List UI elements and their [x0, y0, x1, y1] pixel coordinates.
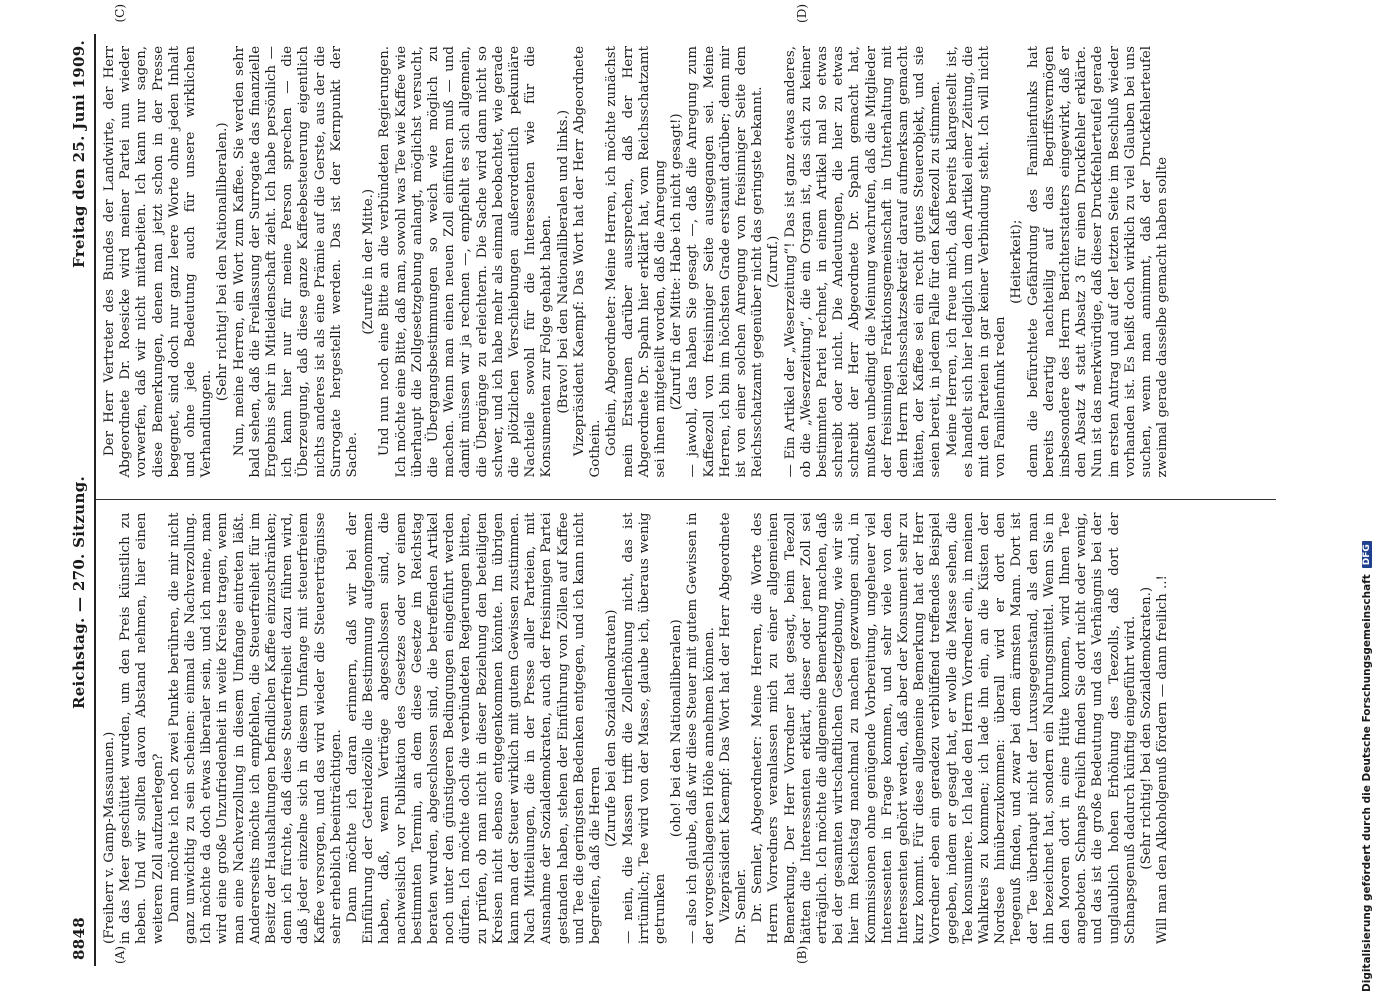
margin-marker-b: (B) [795, 945, 809, 964]
page-header [70, 34, 96, 966]
paragraph: — also ich glaube, daß wir diese Steuer mit gutem Gewissen in der vorgeschlagenen Höhe annehmen können. [685, 512, 717, 944]
page-date: Freitag den 25. Juni 1909. [70, 40, 88, 268]
paragraph: Gothein, Abgeordneter: Meine Herren, ich möchte zunächst mein Erstaunen darüber aussprechen, daß der Herr Abgeordnete Dr. Spahn hier erklärt hat, vom Reichsschatzamt sei ihnen mitgeteilt worden, daß die Anregung [604, 46, 668, 478]
digitization-note [1359, 8, 1375, 992]
paragraph: Dann möchte ich noch zwei Punkte berühren, die mir nicht ganz unwichtig zu sein scheinen: einmal die Nachverzollung. Ich möchte da doch etwas liberaler sein, und ich meine, man wird eine große Unzufriedenheit in weite Kreise tragen, wenn man eine Nachverzollung in diesem Umfange eintreten läßt. Andererseits möchte ich empfehlen, die Steuerfreiheit für im Besitz der Haushaltungen befindlichen Kaffee einzuschränken; denn ich fürchte, daß diese Steuerfreiheit dazu führen wird, daß jeder einzelne sich in diesem Umfange mit steuerfreiem Kaffee versorgen, und das wird wieder die Steuererträgnisse sehr erheblich beeinträchtigen. [166, 512, 344, 944]
paragraph: in das Meer geschüttet wurden, um den Preis künstlich zu heben. Und wir sollten davon Abstand nehmen, hier einen weiteren Zoll aufzuerlegen? [118, 512, 166, 944]
interjection: (Zuruf in der Mitte: Habe ich nicht gesagt!) [669, 113, 685, 411]
interjection: (Zurufe bei den Sozialdemokraten) [604, 609, 620, 847]
margin-marker-d: (D) [795, 4, 809, 23]
paragraph: Dr. Semler, Abgeordneter: Meine Herren, die Worte des Herrn Vorredners veranlassen mich zu einer allgemeinen Bemerkung. Der Herr Vorredner hat gesagt, beim Teezoll hätten die Interessenten erklärt, dieser oder jener Zoll sei erträglich. Ich möchte die allgemeine Bemerkung machen, daß bei der gesamten wirtschaftlichen Gesetzgebung, wie wir sie hier im Reichstag manchmal zu machen gezwungen sind, in Kommissionen ohne genügende Vorbereitung, ungeheuer viel Interessenten in Frage kommen, und sehr viele von den Interessenten gehört werden, daß aber der Konsument sehr zu kurz kommt. Für diese allgemeine Bemerkung hat der Herr Vorredner eben ein geradezu verblüffend treffendes Beispiel gegeben, indem er gesagt hat, er wolle die Masse sehen, die Tee konsumiere. Ich lade den Herrn Vorredner ein, in meinen Wahlkreis zu kommen; ich lade ihn ein, an die Küsten der Nordsee hinüberzukommen: überall wird er dort den Teegenuß finden, und zwar bei dem ärmsten Mann. Dort ist der Tee überhaupt nicht der Luxusgegenstand, als den man ihn bezeichnet hat, sondern ein Nahrungsmittel. Wenn Sie in den Mooren dort in eine Hütte kommen, wird Ihnen Tee angeboten. Schnaps freilich finden Sie dort nicht oder wenig, und das ist die große Bedeutung und das Verhängnis bei der unglaublich hohen Erhöhung des Teezolls, daß dort der Schnapsgenuß dadurch künftig eingeführt wird. [750, 512, 1138, 944]
dfg-logo: DFG [1362, 541, 1372, 568]
paragraph: Will man den Alkoholgenuß fördern — dann freilich ..! [1155, 575, 1171, 944]
paragraph: — Ein Artikel der „Weserzeitung“! Das ist ganz etwas anderes, ob die „Weserzeitung“, die ein Organ ist, das sich zu keiner bestimmten Partei rechnet, in einem Artikel mal so etwas schreibt oder nicht. Die Andeutungen, die hier zu etwas schreibt der Herr Abgeordnete Dr. Spahn gemacht hat, mußten unbedingt die Meinung wachrufen, daß die Mitglieder der freisinnigen Fraktionsgemeinschaft in Unterhaltung mit dem Herrn Reichsschatzsekretär darauf aufmerksam gemacht hätten, der Kaffee sei ein recht gutes Steuerobjekt, und sie seien bereit, in jedem Falle für den Kaffeezoll zu stimmen. [782, 46, 944, 478]
page-number: 8848 [70, 917, 88, 960]
paragraph: Meine Herren, ich freue mich, daß bereits klargestellt ist, es handelt sich hier lediglich um den Artikel einer Zeitung, die mit den Parteien in gar keiner Verbindung steht. Ich will nicht von Familienfunk reden [944, 46, 1009, 478]
paragraph: Vizepräsident Kaempf: Das Wort hat der Herr Abgeordnete Gothein. [571, 46, 604, 478]
paragraph: Und nun noch eine Bitte an die verbündeten Regierungen. Ich möchte eine Bitte, daß man, sowohl was Tee wie Kaffee wie überhaupt die Zollgesetzgebung anlangt, möglichst versucht, die Übergangsbestimmungen so weich wie möglich zu machen. Wenn man einen neuen Zoll einführen muß — und damit müssen wir ja rechnen —, empfiehlt es sich allgemein, die Übergänge zu erleichtern. Die Sache wird dann nicht so schwer, und ich habe mehr als einmal beobachtet, wie gerade die plötzlichen Verschiebungen außerordentlich pekuniäre Nachteile sowohl für die Interessenten wie für die Konsumenten zur Folge gehabt haben. [377, 46, 555, 478]
interjection: (Heiterkeit); [1009, 219, 1025, 304]
interjection: (Bravo! bei den Nationalliberalen und links.) [555, 109, 571, 414]
digitization-note-text: Digitalisierung gefördert durch die Deutsche Forschungsgemeinschaft [1361, 574, 1373, 992]
interjection: (oho! bei den Nationalliberalen) [669, 619, 685, 838]
margin-marker-c: (C) [113, 4, 127, 23]
margin-marker-a: (A) [113, 945, 127, 964]
interjection: (Zurufe in der Mitte.) [361, 188, 377, 335]
paragraph: denn die befürchtete Gefährdung des Familienfunks hat bereits derartig nachteilig auf das Begriffsvermögen insbesondere des Herrn Berichterstatters eingewirkt, daß er den Absatz 4 statt Absatz 3 für einen Druckfehler erklärte. Nun ist das merkwürdige, daß dieser Druckfehlerteufel gerade im ersten Antrag und auf der letzten Seite im Beschluß wieder vorhanden ist. Es heißt doch wirklich zu viel Glauben bei uns suchen, wenn man annimmt, daß der Druckfehlerteufel zweimal gerade dasselbe gemacht haben sollte [1025, 46, 1171, 478]
paragraph: — jawohl, das haben Sie gesagt —, daß die Anregung zum Kaffeezoll von freisinniger Seite ausgegangen sei. Meine Herren, ich bin im höchsten Grade erstaunt darüber; denn mir ist von einer solchen Anregung von freisinniger Seite dem Reichsschatzamt gegenüber nicht das geringste bekannt. [685, 46, 766, 478]
paragraph: Nun, meine Herren, ein Wort zum Kaffee. Sie werden sehr bald sehen, daß die Freilassung der Surrogate das finanzielle Ergebnis sehr in Mitleidenschaft zieht. Ich habe persönlich — ich kann hier nur für meine Person sprechen — die Überzeugung, daß diese ganze Kaffeebesteuerung eigentlich nichts anderes ist als eine Prämie auf die Gerste, aus der die Surrogate hergestellt werden. Das ist der Kernpunkt der Sache. [231, 46, 361, 478]
left-column [96, 501, 1276, 967]
interjection: (Zuruf.) [766, 235, 782, 288]
right-column [96, 4, 1276, 501]
paragraph: (Freiherr v. Gamp-Massaunen.) [102, 731, 117, 944]
newspaper-page [56, 0, 1321, 1000]
paragraph: — nein, die Massen trifft die Zollerhöhung nicht, das ist irrtümlich; Tee wird von der Masse, glaube ich, überaus wenig getrunken [620, 512, 668, 944]
paragraph: Der Herr Vertreter des Bundes der Landwirte, der Herr Abgeordnete Dr. Roesicke wird meiner Partei nun wieder vorwerfen, daß wir nicht mitarbeiten. Ich kann nur sagen, diese Bemerkungen, denen man jetzt schon in der Presse begegnet, sind doch nur ganz leere Worte ohne jeden Inhalt und ohne jede Bedeutung auch für unsere wirklichen Verhandlungen. [102, 46, 215, 478]
text-columns [96, 4, 1276, 966]
paragraph: Vizepräsident Kaempf: Das Wort hat der Herr Abgeordnete Dr. Semler. [717, 512, 749, 944]
interjection: (Sehr richtig! bei den Nationalliberalen.) [215, 122, 231, 402]
page-title: Reichstag. — 270. Sitzung. [70, 475, 88, 710]
interjection: (Sehr richtig! bei den Sozialdemokraten.) [1139, 586, 1154, 870]
paragraph: Dann möchte ich daran erinnern, daß wir bei der Einführung der Getreidezölle die Bestimmung aufgenommen haben, daß, wenn Verträge abgeschlossen sind, die nachweislich vor Publikation des Gesetzes oder vor einem bestimmten Termin, an dem diese Gesetze im Reichstag beraten wurden, abgeschlossen sind, die betreffenden Artikel noch unter den günstigeren Bedingungen eingeführt werden dürfen. Ich möchte doch die verbündeten Regierungen bitten, zu prüfen, ob man nicht in dieser Beziehung den beteiligten Kreisen nicht ebenso entgegenkommen könnte. Im übrigen kann man der Steuer wirklich mit gutem Gewissen zustimmen. Nach Mitteilungen, die in der Presse aller Parteien, mit Ausnahme der Sozialdemokraten, auch der freisinnigen Partei gestanden haben, stehen der Einführung von Zöllen auf Kaffee und Tee die geringsten Bedenken entgegen, und ich kann nicht begreifen, daß die Herren [345, 512, 604, 944]
